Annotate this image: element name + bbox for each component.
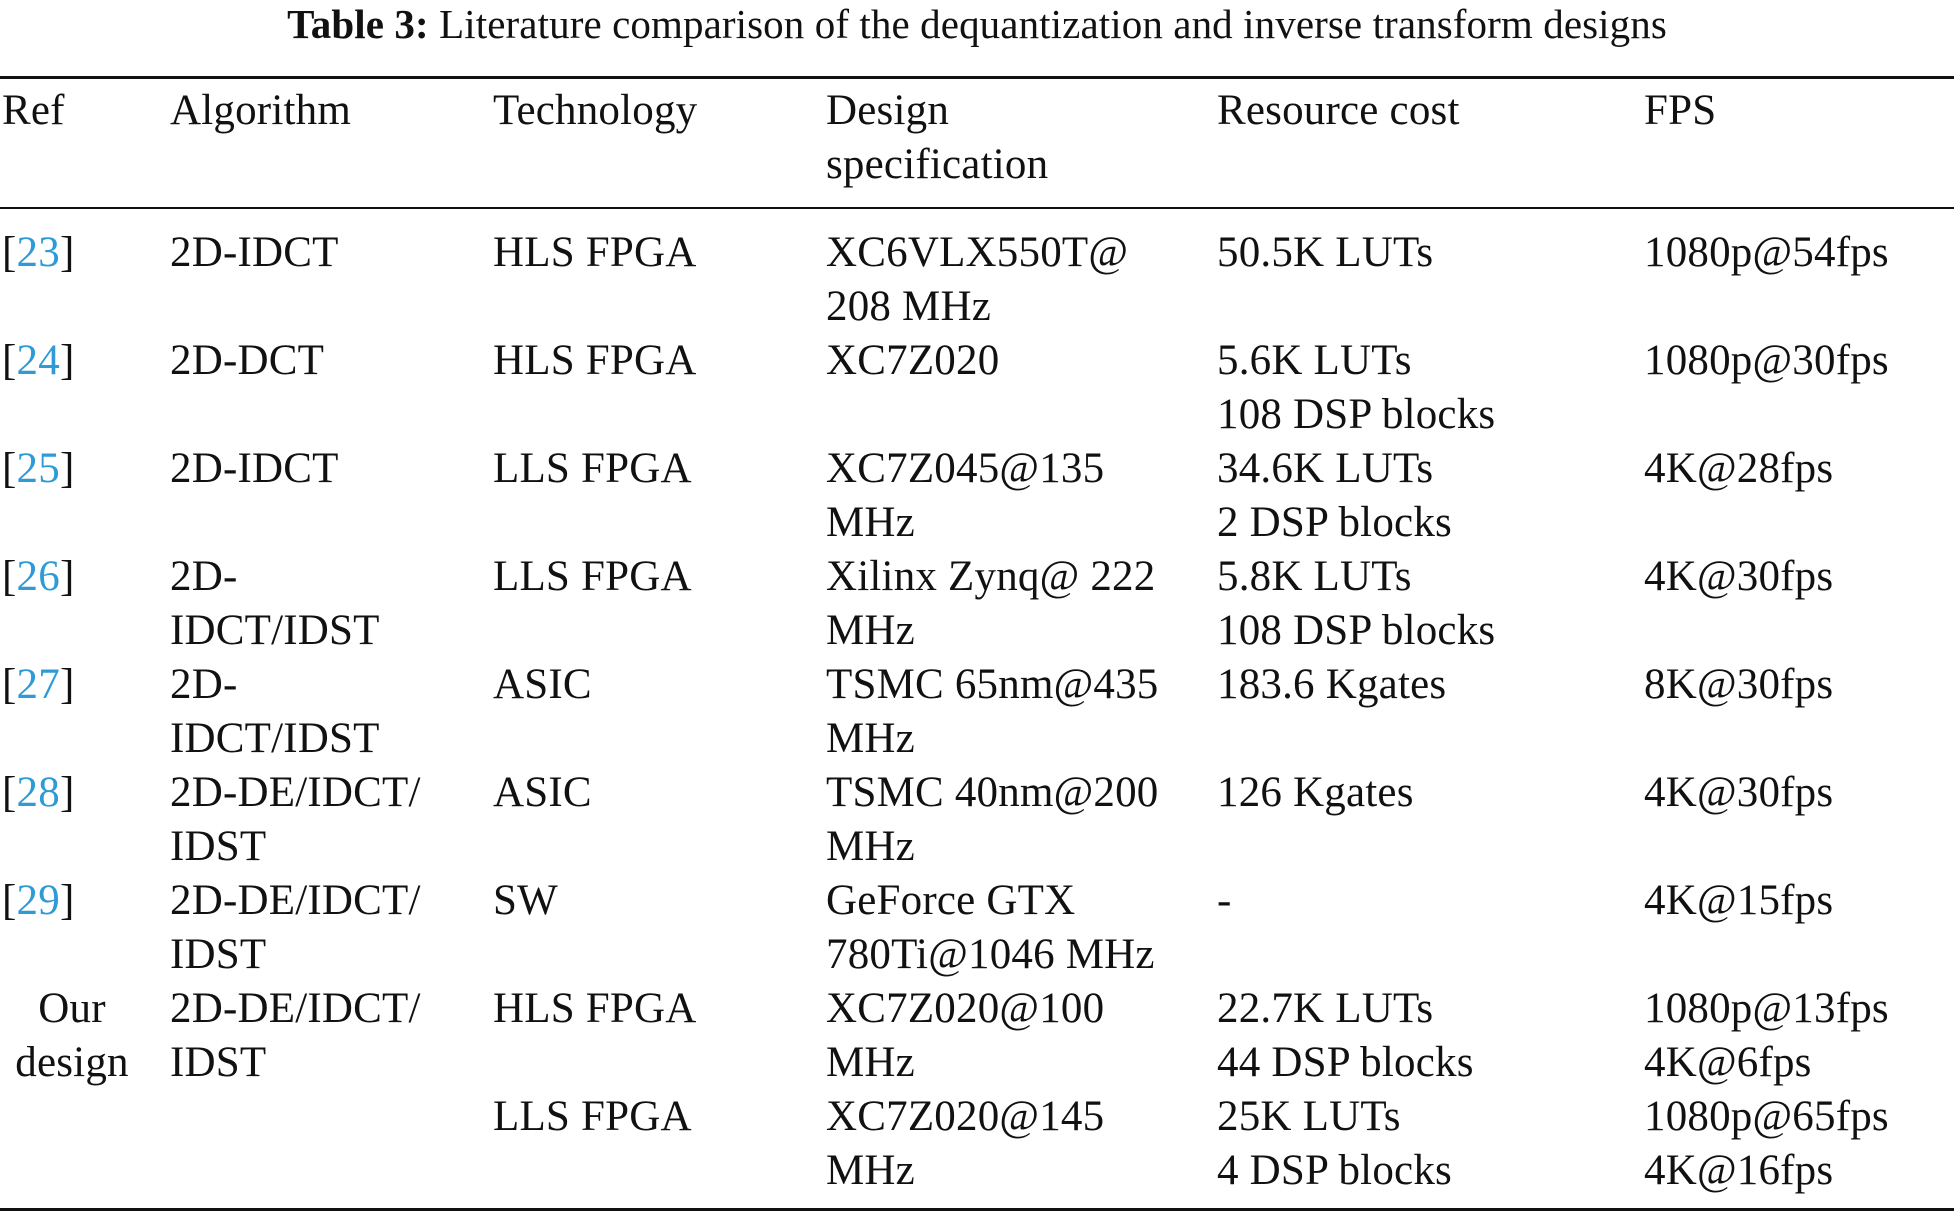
row-resource-line: 2 DSP blocks [1217, 499, 1452, 546]
table-top-rule [0, 76, 1954, 79]
caption-text: Literature comparison of the dequantization and inverse transform designs [439, 1, 1667, 47]
row-design-line: MHz [826, 1039, 915, 1086]
row-resource [1217, 658, 1446, 712]
row-algorithm-line: 2D- [170, 553, 238, 600]
table-caption [0, 0, 1954, 48]
row-resource-line: 5.8K LUTs [1217, 553, 1412, 600]
row-algorithm [170, 442, 339, 496]
row-design-line: MHz [826, 607, 915, 654]
caption-label: Table 3: [287, 1, 429, 47]
row-design-line: 780Ti@1046 MHz [826, 931, 1155, 978]
our-design-technology: HLS FPGA [493, 985, 697, 1032]
row-ref: [28] [2, 769, 75, 816]
row-design-line: XC7Z020 [826, 337, 1000, 384]
row-fps [1644, 766, 1833, 820]
row-algorithm-line: 2D-IDCT [170, 445, 339, 492]
row-algorithm-line: 2D-DCT [170, 337, 325, 384]
row-algorithm [170, 550, 380, 658]
citation-link[interactable]: 27 [16, 661, 60, 708]
row-design-line: 208 MHz [826, 283, 992, 330]
our-design-resource [1217, 1090, 1452, 1198]
row-design-line: Xilinx Zynq@ 222 [826, 553, 1156, 600]
our-design-ref-line: Our [38, 985, 106, 1032]
row-resource-line: 126 Kgates [1217, 769, 1414, 816]
row-algorithm [170, 334, 324, 388]
our-design-fps [1644, 982, 1889, 1090]
our-design-ref [2, 982, 142, 1090]
row-algorithm [170, 658, 380, 766]
row-resource-line: 34.6K LUTs [1217, 445, 1434, 492]
our-design-spec [826, 1090, 1104, 1198]
header-design-spec [826, 84, 1048, 192]
header-ref: Ref [2, 87, 65, 134]
row-design [826, 550, 1155, 658]
row-algorithm-line: 2D- [170, 661, 238, 708]
row-design-line: XC7Z020@100 [826, 985, 1105, 1032]
header-divider-rule [0, 207, 1954, 209]
row-design [826, 766, 1159, 874]
row-resource-line: 22.7K LUTs [1217, 985, 1434, 1032]
row-fps [1644, 874, 1833, 928]
row-fps-line: 4K@15fps [1644, 877, 1834, 924]
citation-link[interactable]: 24 [16, 337, 60, 384]
row-fps-line: 4K@16fps [1644, 1147, 1834, 1194]
citation-link[interactable]: 29 [16, 877, 60, 924]
row-design-line: MHz [826, 1147, 915, 1194]
row-resource-line: 183.6 Kgates [1217, 661, 1447, 708]
our-design-algorithm [170, 982, 421, 1090]
row-design-line: TSMC 65nm@435 [826, 661, 1159, 708]
row-ref: [23] [2, 229, 75, 276]
our-design-ref-line: design [15, 1039, 129, 1086]
row-algorithm-line: IDST [170, 1039, 267, 1086]
row-fps-line: 1080p@30fps [1644, 337, 1889, 384]
row-resource [1217, 226, 1433, 280]
row-resource-line: 25K LUTs [1217, 1093, 1401, 1140]
row-fps [1644, 550, 1833, 604]
citation-link[interactable]: 25 [16, 445, 60, 492]
row-algorithm [170, 226, 339, 280]
header-design-line2: specification [826, 141, 1049, 188]
row-ref: [27] [2, 661, 75, 708]
row-fps [1644, 658, 1833, 712]
row-design-line: MHz [826, 823, 915, 870]
row-algorithm [170, 766, 421, 874]
our-design-resource [1217, 982, 1474, 1090]
row-fps [1644, 226, 1889, 280]
row-resource-line: 4 DSP blocks [1217, 1147, 1452, 1194]
row-resource [1217, 874, 1232, 928]
row-design [826, 442, 1104, 550]
row-resource-line: 108 DSP blocks [1217, 391, 1496, 438]
row-fps-line: 1080p@65fps [1644, 1093, 1889, 1140]
row-algorithm-line: 2D-IDCT [170, 229, 339, 276]
row-algorithm-line: 2D-DE/IDCT/ [170, 985, 421, 1032]
row-algorithm-line: IDST [170, 823, 267, 870]
row-resource-line: 5.6K LUTs [1217, 337, 1412, 384]
our-design-fps [1644, 1090, 1889, 1198]
row-resource-line: 108 DSP blocks [1217, 607, 1496, 654]
header-algorithm: Algorithm [170, 87, 351, 134]
row-design-line: MHz [826, 715, 915, 762]
row-ref: [24] [2, 337, 75, 384]
row-resource [1217, 442, 1452, 550]
row-technology: HLS FPGA [493, 229, 697, 276]
citation-link[interactable]: 26 [16, 553, 60, 600]
table-bottom-rule [0, 1208, 1954, 1211]
row-technology: ASIC [493, 661, 592, 708]
row-technology: LLS FPGA [493, 445, 692, 492]
header-design-line1: Design [826, 87, 950, 134]
row-resource-line: 44 DSP blocks [1217, 1039, 1474, 1086]
row-algorithm [170, 874, 421, 982]
our-design-technology: LLS FPGA [493, 1093, 692, 1140]
row-resource [1217, 550, 1495, 658]
row-design [826, 334, 999, 388]
row-resource-line: 50.5K LUTs [1217, 229, 1434, 276]
row-resource-line: - [1217, 877, 1232, 924]
row-fps-line: 1080p@54fps [1644, 229, 1889, 276]
row-design [826, 226, 1128, 334]
our-design-spec [826, 982, 1104, 1090]
row-fps-line: 1080p@13fps [1644, 985, 1889, 1032]
row-fps-line: 8K@30fps [1644, 661, 1834, 708]
row-fps [1644, 442, 1833, 496]
header-fps: FPS [1644, 87, 1717, 134]
row-algorithm-line: IDCT/IDST [170, 607, 380, 654]
row-technology: HLS FPGA [493, 337, 697, 384]
row-ref: [25] [2, 445, 75, 492]
row-design-line: TSMC 40nm@200 [826, 769, 1159, 816]
row-fps [1644, 334, 1889, 388]
row-design-line: XC6VLX550T@ [826, 229, 1129, 276]
row-ref: [29] [2, 877, 75, 924]
header-technology: Technology [493, 87, 698, 134]
row-resource [1217, 334, 1495, 442]
row-technology: SW [493, 877, 558, 924]
citation-link[interactable]: 23 [16, 229, 60, 276]
row-technology: LLS FPGA [493, 553, 692, 600]
row-design-line: XC7Z020@145 [826, 1093, 1105, 1140]
row-design [826, 658, 1159, 766]
row-fps-line: 4K@30fps [1644, 553, 1834, 600]
row-algorithm-line: IDST [170, 931, 267, 978]
row-fps-line: 4K@28fps [1644, 445, 1834, 492]
row-design [826, 874, 1155, 982]
row-design-line: XC7Z045@135 [826, 445, 1105, 492]
row-algorithm-line: IDCT/IDST [170, 715, 380, 762]
header-resource: Resource cost [1217, 87, 1460, 134]
row-algorithm-line: 2D-DE/IDCT/ [170, 769, 421, 816]
row-design-line: MHz [826, 499, 915, 546]
citation-link[interactable]: 28 [16, 769, 60, 816]
row-design-line: GeForce GTX [826, 877, 1076, 924]
row-fps-line: 4K@6fps [1644, 1039, 1812, 1086]
row-ref: [26] [2, 553, 75, 600]
row-resource [1217, 766, 1414, 820]
row-algorithm-line: 2D-DE/IDCT/ [170, 877, 421, 924]
row-fps-line: 4K@30fps [1644, 769, 1834, 816]
row-technology: ASIC [493, 769, 592, 816]
